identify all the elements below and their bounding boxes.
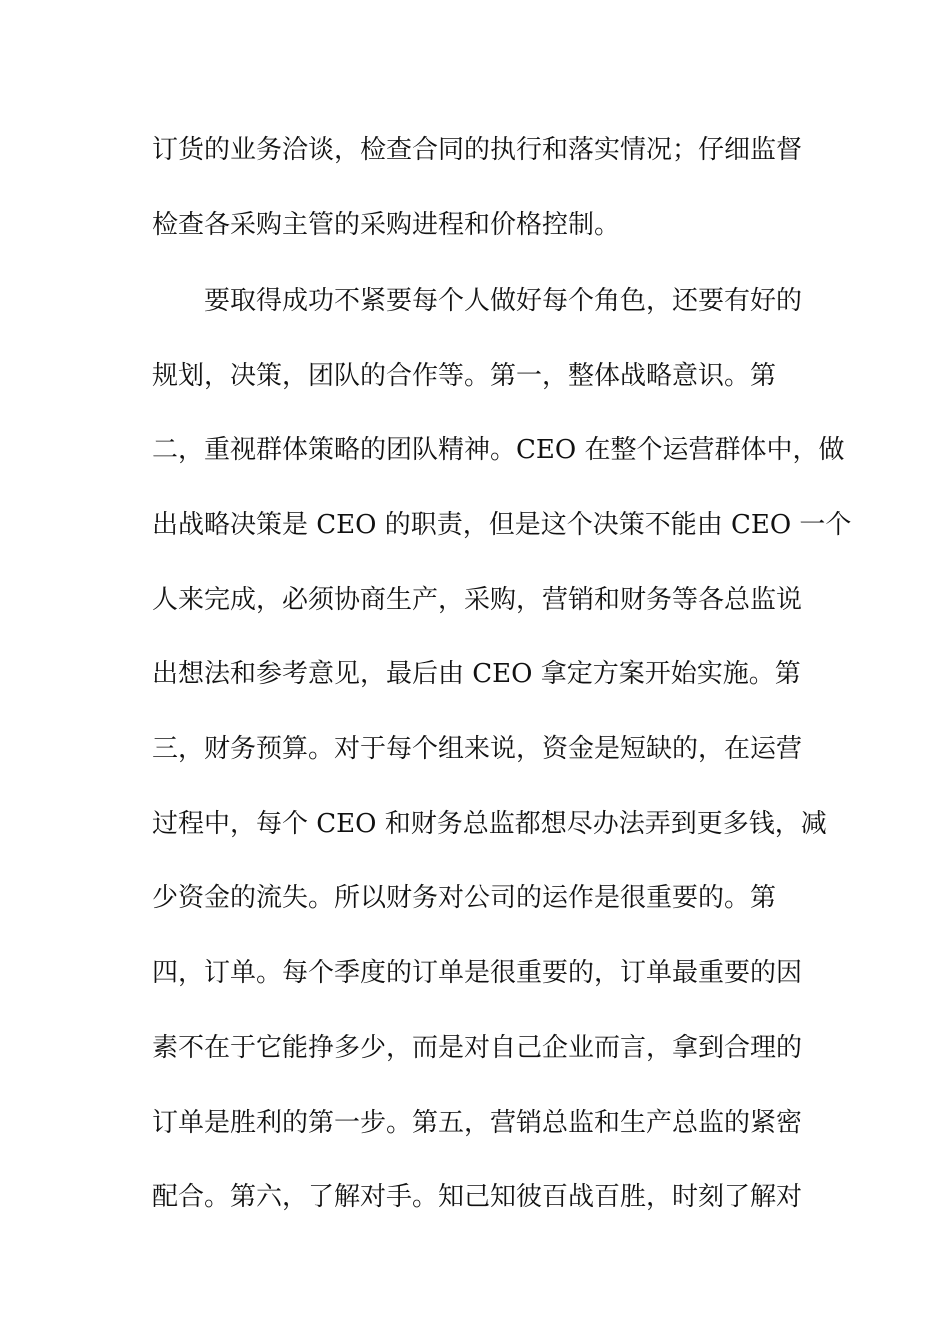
- text-line: 订货的业务洽谈，检查合同的执行和落实情况；仔细监督: [152, 135, 803, 165]
- text-line: 出战略决策是 CEO 的职责，但是这个决策不能由 CEO 一个: [152, 510, 852, 540]
- text-line: 四，订单。每个季度的订单是很重要的，订单最重要的因: [152, 958, 803, 988]
- text-line: 规划，决策，团队的合作等。第一，整体战略意识。第: [152, 361, 777, 391]
- paragraph-first-line: 要取得成功不紧要每个人做好每个角色，还要有好的: [204, 286, 803, 316]
- text-line: 出想法和参考意见，最后由 CEO 拿定方案开始实施。第: [152, 659, 801, 689]
- text-line: 少资金的流失。所以财务对公司的运作是很重要的。第: [152, 883, 777, 913]
- text-line: 三，财务预算。对于每个组来说，资金是短缺的，在运营: [152, 734, 803, 764]
- text-line: 订单是胜利的第一步。第五，营销总监和生产总监的紧密: [152, 1108, 803, 1138]
- text-line: 过程中，每个 CEO 和财务总监都想尽办法弄到更多钱，减: [152, 809, 827, 839]
- text-line: 人来完成，必须协商生产，采购，营销和财务等各总监说: [152, 585, 803, 615]
- text-line: 配合。第六，了解对手。知己知彼百战百胜，时刻了解对: [152, 1182, 803, 1212]
- text-line: 二，重视群体策略的团队精神。CEO 在整个运营群体中，做: [152, 435, 845, 465]
- text-line: 素不在于它能挣多少，而是对自己企业而言，拿到合理的: [152, 1033, 803, 1063]
- text-line: 检查各采购主管的采购进程和价格控制。: [152, 210, 621, 240]
